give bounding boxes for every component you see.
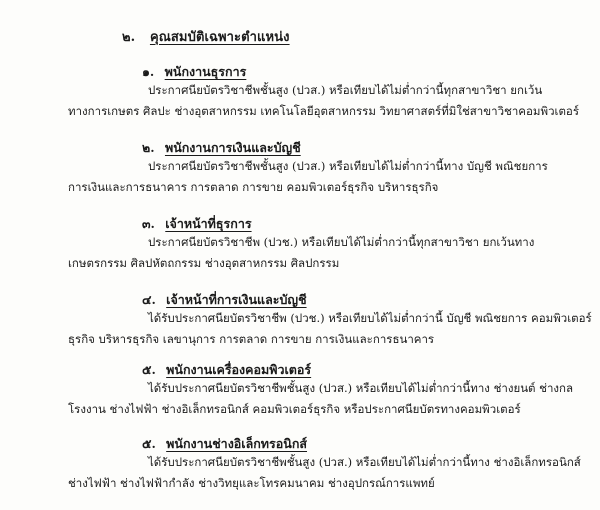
section-title: คุณสมบัติเฉพาะตำแหน่ง	[149, 30, 290, 45]
position-name: พนักงานช่างอิเล็กทรอนิกส์	[166, 436, 308, 451]
qualification-line-2: เกษตรกรรม ศิลปหัตถกรรม ช่างอุตสาหกรรม ศิลปกรรม	[68, 256, 340, 270]
position-number: ๑.	[142, 64, 155, 79]
position-number: ๔.	[142, 292, 156, 307]
section-number: ๒.	[122, 30, 136, 45]
position-number: ๓.	[142, 216, 155, 231]
position-title	[142, 434, 307, 454]
qualification-line-2: ทางการเกษตร ศิลปะ ช่างอุตสาหกรรม เทคโนโลยีอุตสาหกรรม วิทยาศาสตร์ที่มิใช่สาขาวิชาคอมพิวเตอร์	[68, 104, 580, 118]
position-name: พนักงานการเงินและบัญชี	[164, 140, 301, 155]
qualification-line-1: ได้รับประกาศนียบัตรวิชาชีพชั้นสูง (ปวส.) หรือเทียบได้ไม่ต่ำกว่านี้ทาง ช่างอิเล็กทรอนิกส์	[148, 455, 581, 469]
position-number: ๒.	[142, 140, 155, 155]
position-title	[142, 138, 301, 158]
position-title	[142, 290, 307, 310]
position-title	[142, 360, 311, 380]
position-name: พนักงานเครื่องคอมพิวเตอร์	[166, 362, 312, 377]
position-number: ๕.	[142, 362, 156, 377]
qualification-line-1: ประกาศนียบัตรวิชาชีพชั้นสูง (ปวส.) หรือเทียบได้ไม่ต่ำกว่านี้ทุกสาขาวิชา ยกเว้น	[148, 83, 543, 97]
position-name: เจ้าหน้าที่ธุรการ	[165, 216, 252, 231]
position-title	[142, 62, 246, 82]
qualification-line-1: ได้รับประกาศนียบัตรวิชาชีพชั้นสูง (ปวส.) หรือเทียบได้ไม่ต่ำกว่านี้ทาง ช่างยนต์ ช่างกล	[148, 381, 574, 395]
qualification-line-2: ช่างไฟฟ้า ช่างไฟฟ้ากำลัง ช่างวิทยุและโทรคมนาคม ช่างอุปกรณ์การแพทย์	[68, 476, 435, 490]
position-title	[142, 214, 252, 234]
position-name: เจ้าหน้าที่การเงินและบัญชี	[166, 292, 307, 307]
qualification-line-1: ได้รับประกาศนียบัตรวิชาชีพ (ปวช.) หรือเทียบได้ไม่ต่ำกว่านี้ บัญชี พณิชยการ คอมพิวเตอร์	[148, 311, 592, 325]
qualification-line-1: ประกาศนียบัตรวิชาชีพชั้นสูง (ปวส.) หรือเทียบได้ไม่ต่ำกว่านี้ทาง บัญชี พณิชยการ	[148, 159, 548, 173]
position-number: ๕.	[142, 436, 156, 451]
position-name: พนักงานธุรการ	[164, 64, 247, 79]
qualification-line-2: การเงินและการธนาคาร การตลาด การขาย คอมพิวเตอร์ธุรกิจ บริหารธุรกิจ	[68, 180, 439, 194]
qualification-line-2: โรงงาน ช่างไฟฟ้า ช่างอิเล็กทรอนิกส์ คอมพิวเตอร์ธุรกิจ หรือประกาศนียบัตรทางคอมพิวเตอร์	[68, 402, 521, 416]
section-heading	[122, 26, 290, 47]
qualification-line-2: ธุรกิจ บริหารธุรกิจ เลขานุการ การตลาด การขาย การเงินและการธนาคาร	[68, 332, 435, 346]
qualification-line-1: ประกาศนียบัตรวิชาชีพ (ปวช.) หรือเทียบได้ไม่ต่ำกว่านี้ทุกสาขาวิชา ยกเว้นทาง	[148, 235, 535, 249]
